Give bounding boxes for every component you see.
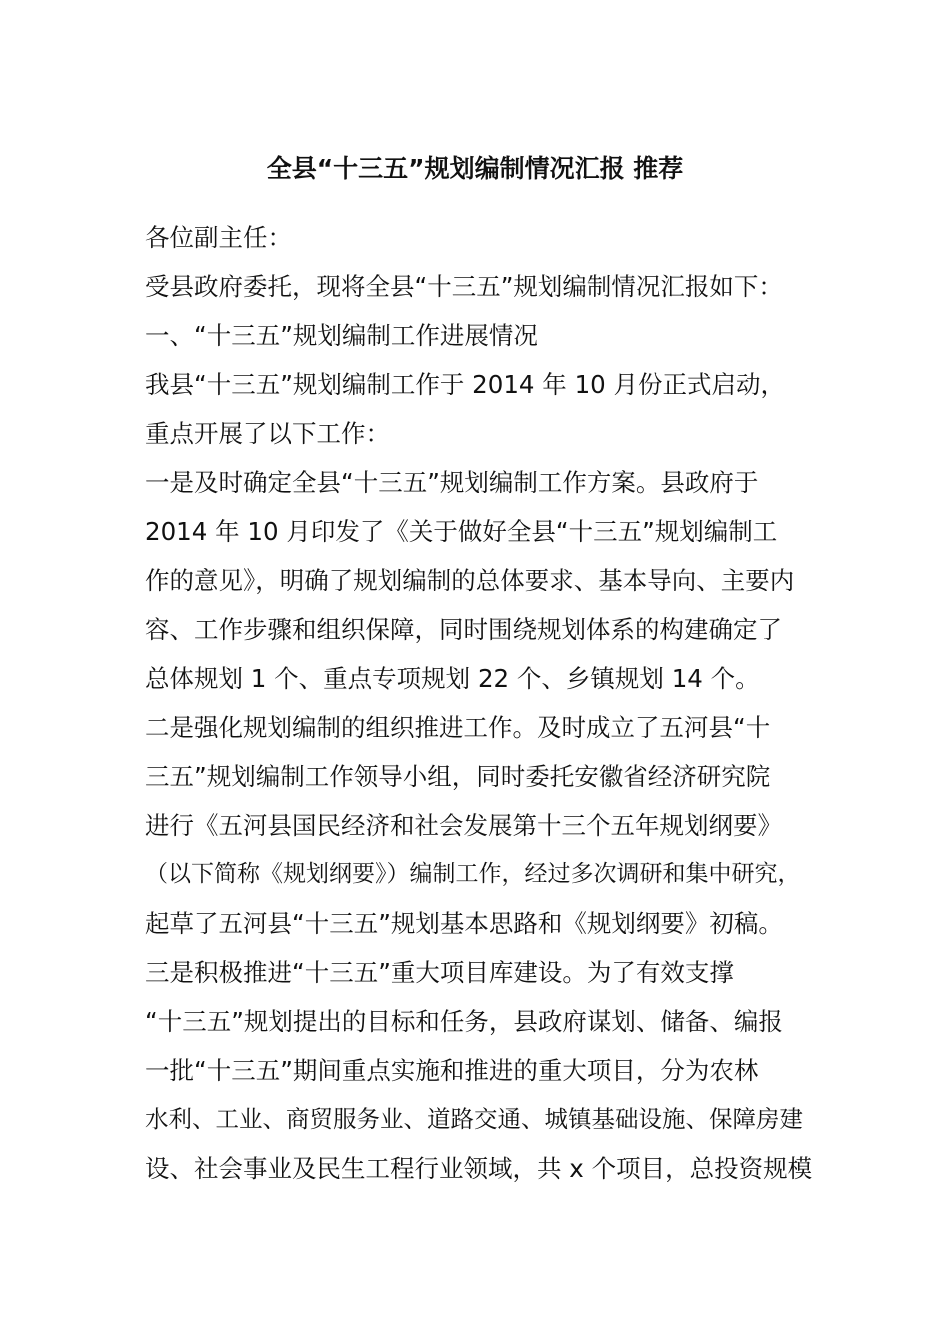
paragraph-line: 一是及时确定全县“十三五”规划编制工作方案。县政府于 [145, 468, 759, 497]
paragraph-line: 总体规划 1 个、重点专项规划 22 个、乡镇规划 14 个。 [145, 664, 760, 693]
paragraph-line: 容、工作步骤和组织保障，同时围绕规划体系的构建确定了 [145, 615, 782, 644]
document-title: 全县“十三五”规划编制情况汇报 推荐 [266, 154, 684, 183]
paragraph-line: （以下简称《规划纲要》）编制工作，经过多次调研和集中研究， [145, 861, 801, 887]
paragraph-line: 重点开展了以下工作： [145, 419, 390, 448]
paragraph-line: 二是强化规划编制的组织推进工作。及时成立了五河县“十 [145, 713, 771, 742]
paragraph-line: 2014 年 10 月印发了《关于做好全县“十三五”规划编制工 [145, 517, 778, 546]
paragraph-line: 设、社会事业及民生工程行业领域，共 x 个项目，总投资规模 [145, 1154, 813, 1183]
paragraph-line: “十三五”规划提出的目标和任务，县政府谋划、储备、编报 [145, 1007, 783, 1036]
paragraph-line: 作的意见》，明确了规划编制的总体要求、基本导向、主要内 [145, 566, 795, 595]
paragraph-line: 水利、工业、商贸服务业、道路交通、城镇基础设施、保障房建 [145, 1105, 803, 1133]
paragraph-line: 三五”规划编制工作领导小组，同时委托安徽省经济研究院 [145, 762, 771, 791]
paragraph-line: 我县“十三五”规划编制工作于 2014 年 10 月份正式启动， [145, 370, 786, 399]
paragraph-line: 三是积极推进“十三五”重大项目库建设。为了有效支撑 [145, 958, 734, 987]
paragraph-line: 进行《五河县国民经济和社会发展第十三个五年规划纲要》 [145, 811, 782, 840]
paragraph-line: 起草了五河县“十三五”规划基本思路和《规划纲要》初稿。 [145, 909, 783, 938]
salutation-line: 各位副主任： [145, 223, 292, 252]
paragraph-line: 受县政府委托，现将全县“十三五”规划编制情况汇报如下： [145, 272, 783, 301]
section-heading: 一、“十三五”规划编制工作进展情况 [145, 321, 538, 350]
paragraph-line: 一批“十三五”期间重点实施和推进的重大项目，分为农林 [145, 1056, 759, 1085]
document-body [145, 213, 813, 1193]
